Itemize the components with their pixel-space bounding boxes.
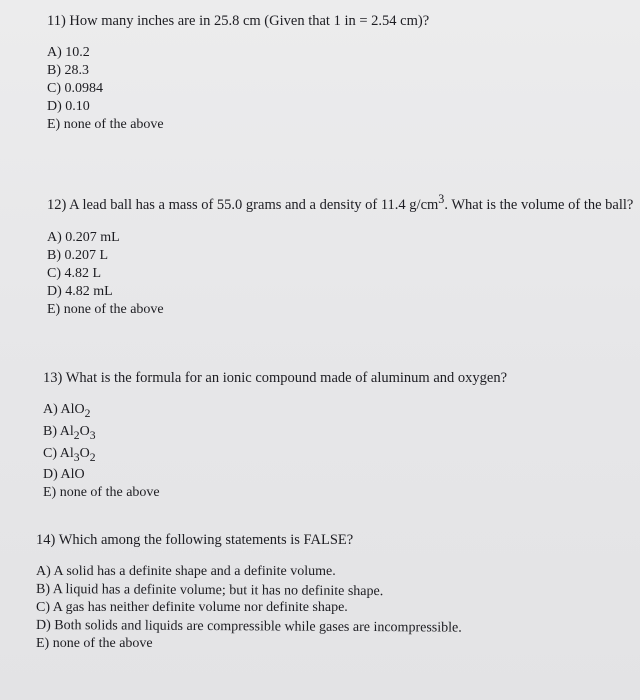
choice-12-a: A) 0.207 mL — [47, 229, 120, 245]
choice-12-c: C) 4.82 L — [47, 265, 102, 281]
choice-14-d: D) Both solids and liquids are compressible while gases are incompressible. — [35, 618, 462, 636]
choice-13-c-sub-1: 3 — [73, 450, 80, 464]
question-12-choices — [47, 229, 637, 319]
choice-13-b-sub-1: 2 — [73, 428, 80, 442]
choice-11-d: D) 0.10 — [47, 99, 90, 114]
choice-14-b: B) A liquid has a definite volume; but it has no definite shape. — [35, 582, 384, 600]
choice-13-b-mid: O — [79, 423, 90, 439]
question-11-choices — [47, 44, 627, 134]
choice-11-e: E) none of the above — [47, 117, 164, 132]
question-12-text-superscript: 3 — [438, 192, 445, 206]
choice-11-b: B) 28.3 — [47, 63, 89, 78]
choice-13-d: D) AlO — [43, 467, 85, 483]
choice-14-c: C) A gas has neither definite volume nor definite shape. — [36, 600, 348, 615]
choice-13-c — [43, 445, 623, 467]
question-12 — [47, 190, 637, 319]
choice-11-a: A) 10.2 — [47, 45, 90, 60]
question-12-text-end: . What is the volume of the ball? — [444, 196, 634, 213]
choice-13-c-main: C) Al — [43, 445, 74, 461]
choice-13-a-sub: 2 — [84, 406, 91, 420]
choice-13-b-sub-2: 3 — [89, 428, 96, 442]
question-12-text-main: 12) A lead ball has a mass of 55.0 grams and a density of 11.4 g/cm — [47, 196, 439, 213]
choice-13-c-sub-2: 2 — [89, 450, 96, 464]
question-14 — [36, 531, 626, 653]
question-13 — [43, 369, 623, 502]
choice-13-e: E) none of the above — [43, 485, 160, 501]
choice-13-c-mid: O — [79, 445, 90, 461]
choice-13-b — [43, 423, 623, 445]
choice-14-a: A) A solid has a definite shape and a definite volume. — [36, 564, 336, 579]
question-14-choices — [36, 563, 626, 653]
choice-13-a-main: A) AlO — [43, 402, 85, 417]
choice-12-e: E) none of the above — [47, 301, 164, 317]
question-11-text: 11) How many inches are in 25.8 cm (Given that 1 in = 2.54 cm)? — [47, 13, 430, 29]
choice-12-d: D) 4.82 mL — [47, 283, 113, 299]
question-13-text: 13) What is the formula for an ionic compound made of aluminum and oxygen? — [43, 370, 508, 386]
question-14-text: 14) Which among the following statements is FALSE? — [36, 532, 354, 548]
question-11 — [47, 12, 627, 134]
choice-11-c: C) 0.0984 — [47, 81, 103, 96]
choice-12-b: B) 0.207 L — [47, 247, 109, 263]
choice-13-a — [43, 401, 623, 423]
question-13-choices — [43, 401, 623, 502]
choice-13-b-main: B) Al — [43, 423, 74, 439]
choice-14-e: E) none of the above — [36, 636, 153, 651]
question-12-text — [47, 190, 637, 214]
